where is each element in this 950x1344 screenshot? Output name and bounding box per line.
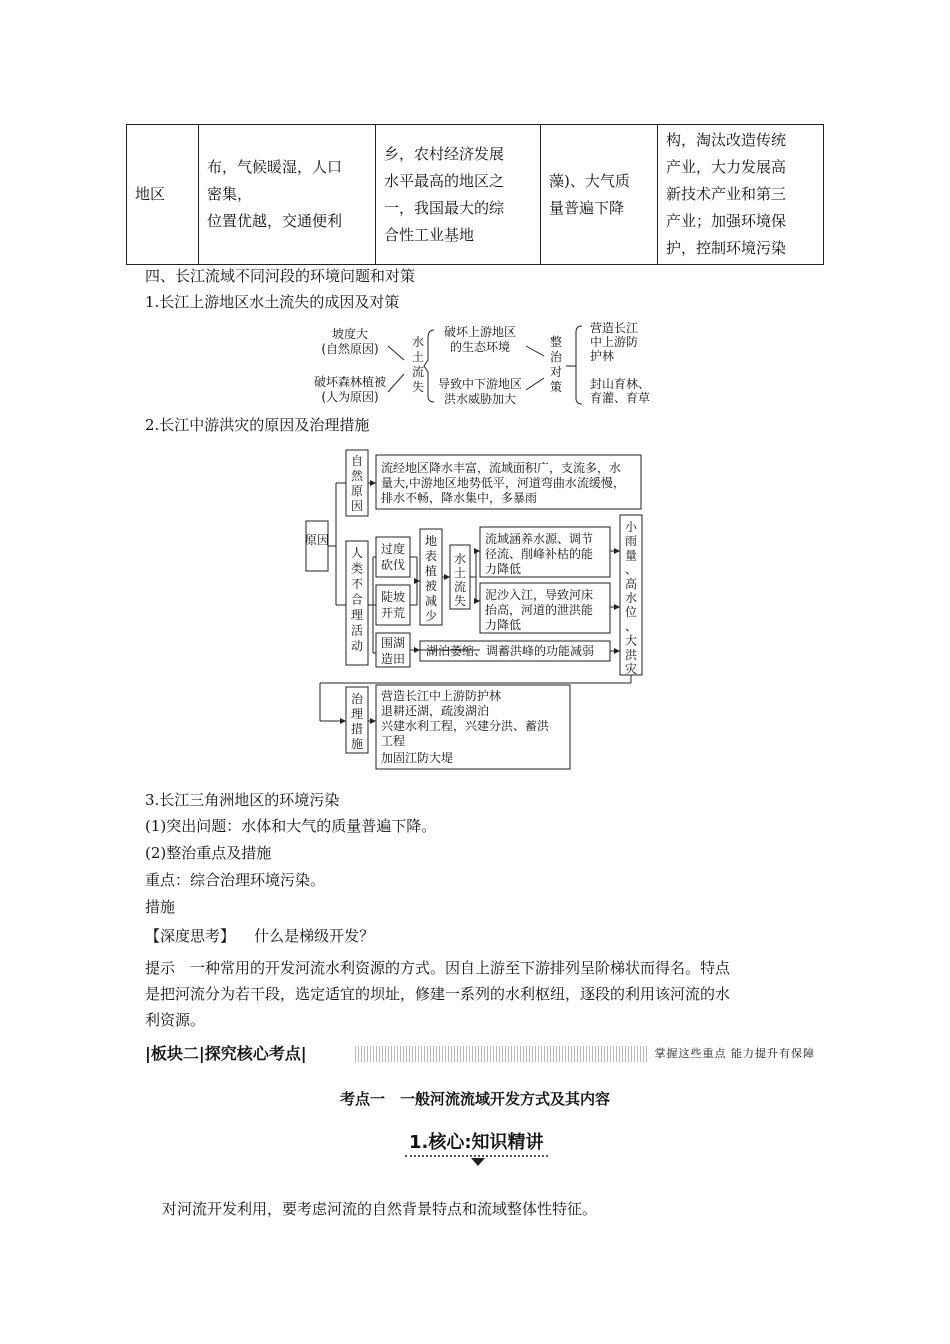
svg-text:围湖: 围湖 [380,636,406,650]
item3-p4: 措施 [145,898,176,916]
svg-text:排水不畅，降水集中，多暴雨: 排水不畅，降水集中，多暴雨 [381,491,538,505]
region-table [126,124,824,265]
think-answer-line-3: 利资源。 [145,1011,206,1029]
think-answer-line-2: 是把河流分为若干段，选定适宜的坝址，修建一系列的水利枢纽，逐段的利用该河流的水 [145,985,731,1003]
svg-text:中上游防: 中上游防 [590,335,639,349]
svg-text:破坏森林植被: 破坏森林植被 [313,375,387,389]
item3-title: 3.长江三角洲地区的环境污染 [145,791,340,809]
section-banner [145,1043,815,1065]
flood-cause-diagram [300,445,660,775]
svg-text:力降低: 力降低 [485,562,522,576]
svg-text:过度: 过度 [380,542,406,556]
banner-tagline: 掌握这些重点 能力提升有保障 [647,1043,816,1065]
label-soil-erosion: 水土流失 [453,552,467,608]
item1-title: 1.长江上游地区水土流失的成因及对策 [145,293,400,311]
label-flood-result: 小雨量、高水位、大洪灾 [624,520,638,676]
svg-text:陡坡: 陡坡 [380,590,406,604]
label-governance: 治理措施 [350,692,364,751]
item2-title: 2.长江中游洪灾的原因及治理措施 [145,416,370,434]
kaodian-title: 考点一 一般河流流域开发方式及其内容 [339,1090,610,1108]
svg-text:(自然原因): (自然原因) [321,342,379,356]
svg-text:抬高，河道的泄洪能: 抬高，河道的泄洪能 [485,603,594,617]
soil-erosion-diagram [300,318,690,410]
table-cell-region: 地区 [127,125,199,265]
svg-text:原因: 原因 [304,533,330,547]
svg-text:的生态环境: 的生态环境 [449,340,511,354]
svg-text:(人为原因): (人为原因) [321,390,379,404]
svg-text:洪水威胁加大: 洪水威胁加大 [443,392,517,406]
think-answer-line-1: 提示 一种常用的开发河流水利资源的方式。因自上游至下游排列呈阶梯状而得名。特点 [145,959,731,977]
label-vegetation-loss: 地表植被减少 [424,534,438,623]
svg-text:营造长江中上游防护林: 营造长江中上游防护林 [381,689,502,703]
svg-text:护林: 护林 [590,349,615,363]
svg-text:径流、削峰补枯的能: 径流、削峰补枯的能 [485,547,594,561]
item3-p2: (2)整治重点及措施 [145,844,272,862]
svg-text:造田: 造田 [380,652,406,666]
svg-text:流经地区降水丰富，流域面积广，支流多，水: 流经地区降水丰富，流域面积广，支流多，水 [381,461,622,475]
svg-text:加固江防大堤: 加固江防大堤 [381,751,454,765]
think-label: 【深度思考】 [145,927,236,945]
svg-text:对: 对 [549,365,563,379]
svg-text:退耕还湖，疏浚湖泊: 退耕还湖，疏浚湖泊 [381,704,490,718]
item3-p1: (1)突出问题：水体和大气的质量普遍下降。 [145,817,437,835]
banner-title: |板块二|探究核心考点| [145,1043,313,1065]
think-text: 什么是梯级开发？ [254,927,375,945]
svg-text:策: 策 [549,380,563,394]
svg-text:流域涵养水源、调节: 流域涵养水源、调节 [485,532,594,546]
svg-text:营造长江: 营造长江 [590,321,639,335]
svg-text:流: 流 [411,365,425,379]
label-human-activity: 人类不合理活动 [350,546,364,653]
svg-text:泥沙入江，导致河床: 泥沙入江，导致河床 [485,588,594,602]
table-cell-conditions: 布，气候暖湿，人口 密集， 位置优越，交通便利 [199,125,376,265]
svg-text:开荒: 开荒 [380,606,406,620]
svg-text:导致中下游地区: 导致中下游地区 [437,377,523,391]
table-cell-measures: 构，淘汰改造传统 产业，大力发展高 新技术产业和第三 产业；加强环境保 护，控制环境污染 [658,125,824,265]
svg-text:封山育林、: 封山育林、 [590,377,651,391]
down-triangle-icon [471,1158,485,1166]
svg-text:量大,中游地区地势低平，河道弯曲水流缓慢，: 量大,中游地区地势低平，河道弯曲水流缓慢， [381,476,625,490]
svg-text:水: 水 [411,335,425,349]
table-cell-economy: 乡，农村经济发展 水平最高的地区之 一，我国最大的综 合性工业基地 [376,125,541,265]
svg-text:失: 失 [411,380,425,394]
think-question [145,926,374,946]
label-natural-cause: 自然原因 [350,454,364,513]
svg-text:湖泊萎缩、调蓄洪峰的功能减弱: 湖泊萎缩、调蓄洪峰的功能减弱 [426,644,595,658]
svg-text:治: 治 [549,350,563,364]
core-knowledge-title: 1.核心:知识精讲 [405,1131,548,1157]
item3-p3: 重点：综合治理环境污染。 [145,871,326,889]
svg-text:力降低: 力降低 [485,618,522,632]
section-heading: 四、长江流域不同河段的环境问题和对策 [145,267,416,285]
table-cell-problems: 藻)、大气质 量普遍下降 [541,125,658,265]
svg-text:兴建水利工程，兴建分洪、蓄洪: 兴建水利工程，兴建分洪、蓄洪 [381,719,550,733]
last-paragraph: 对河流开发利用，要考虑河流的自然背景特点和流域整体性特征。 [162,1200,598,1218]
svg-text:工程: 工程 [381,734,406,748]
svg-text:坡度大: 坡度大 [331,327,369,341]
svg-text:砍伐: 砍伐 [380,558,406,572]
svg-text:土: 土 [411,350,425,364]
svg-text:育灌、育草: 育灌、育草 [590,391,651,405]
svg-text:整: 整 [549,335,563,349]
svg-text:破坏上游地区: 破坏上游地区 [443,325,517,339]
